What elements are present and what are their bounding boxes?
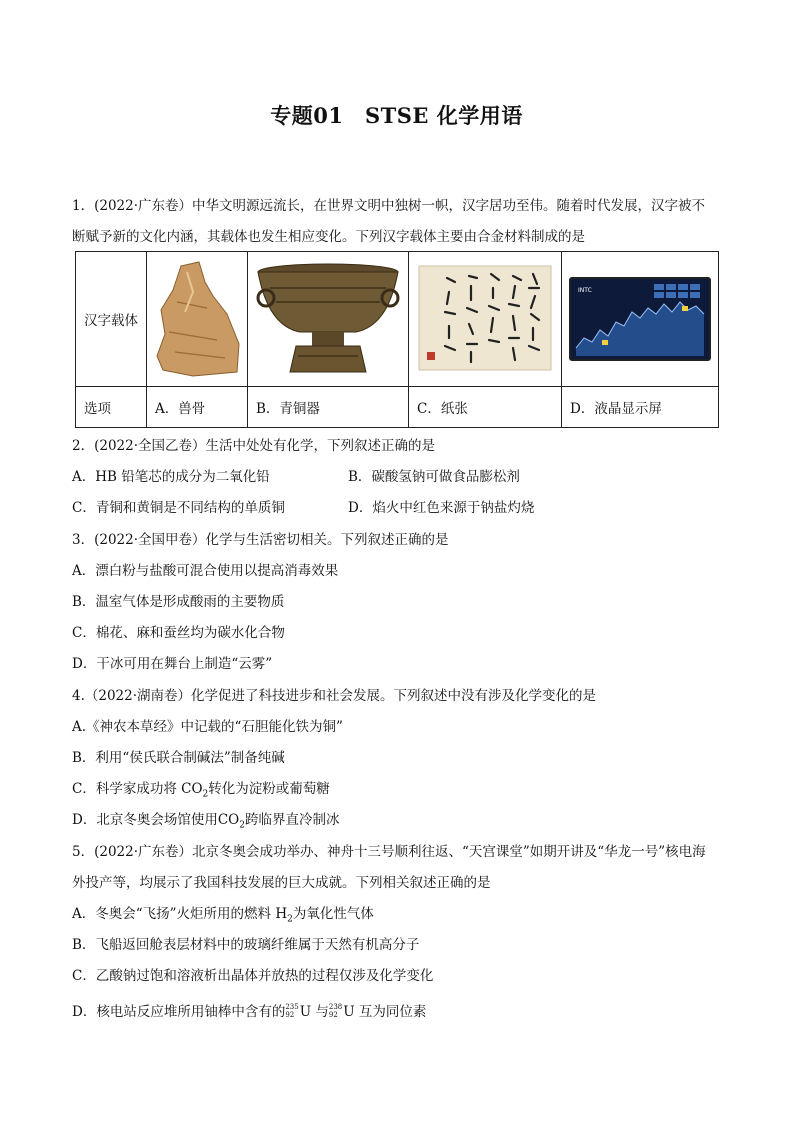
lcd-screen-image [562,252,719,387]
q1-option-b: B．青铜器 [248,387,409,428]
q5-stem-line2: 外投产等，均展示了我国科技发展的巨大成就。下列相关叙述正确的是 [72,875,491,891]
q4-option-d: D．北京冬奥会场馆使用$CO_2$跨临界直冷制冰 [72,812,340,831]
q2-option-d: D．焰火中红色来源于钠盐灼烧 [348,500,535,516]
q4-option-b: B．利用“侯氏联合制碱法”制备纯碱 [72,750,285,766]
q5-option-b: B．飞船返回舱表层材料中的玻璃纤维属于天然有机高分子 [72,937,420,953]
q4-stem: 4.（2022·湖南卷）化学促进了科技进步和社会发展。下列叙述中没有涉及化学变化的是 [72,688,597,704]
q3-stem: 3．(2022·全国甲卷）化学与生活密切相关。下列叙述正确的是 [72,532,449,548]
screen-ticker-label: INTC [578,287,592,294]
q4-option-a: A.《神农本草经》中记载的“石胆能化铁为铜” [72,719,343,735]
q1-stem-line2: 断赋予新的文化内涵，其载体也发生相应变化。下列汉字载体主要由合金材料制成的是 [72,229,585,245]
bronze-vessel-image [248,252,409,387]
q3-option-a: A．漂白粉与盐酸可混合使用以提高消毒效果 [72,563,339,579]
option-row-label: 选项 [76,387,147,428]
uranium-238-notation: 238 92 [328,1002,343,1019]
bone-image [147,252,248,387]
q5-option-d: D．核电站反应堆所用铀棒中含有的 235 92 U 与 238 92 U 互为同位素 [72,1002,427,1020]
q5-stem-line1: 5．(2022·广东卷）北京冬奥会成功举办、神舟十三号顺利往返、“天宫课堂”如期开讲及“华龙一号”核电海 [72,844,706,860]
carrier-row-label: 汉字载体 [76,252,147,387]
q1-option-d: D．液晶显示屏 [562,387,719,428]
q4-option-c: C．科学家成功将 $CO_2$转化为淀粉或葡萄糖 [72,781,330,800]
uranium-235-notation: 235 92 [285,1002,299,1019]
q3-option-c: C．棉花、麻和蚕丝均为碳水化合物 [72,625,285,641]
q5-option-c: C．乙酸钠过饱和溶液析出晶体并放热的过程仅涉及化学变化 [72,968,434,984]
q2-option-a: A．HB 铅笔芯的成分为二氧化铅 [72,469,270,485]
q3-option-b: B．温室气体是形成酸雨的主要物质 [72,594,285,610]
q2-option-b: B．碳酸氢钠可做食品膨松剂 [348,469,520,485]
page-title: 专题01 STSE 化学用语 [270,103,523,128]
q2-option-c: C．青铜和黄铜是不同结构的单质铜 [72,500,285,516]
q2-stem: 2．(2022·全国乙卷）生活中处处有化学，下列叙述正确的是 [72,438,436,454]
paper-calligraphy-image [409,252,562,387]
q1-option-c: C．纸张 [409,387,562,428]
q1-option-a: A．兽骨 [147,387,248,428]
q3-option-d: D．干冰可用在舞台上制造“云雾” [72,656,273,672]
q1-stem-line1: 1．(2022·广东卷）中华文明源远流长，在世界文明中独树一帜，汉字居功至伟。随着时代发展，汉字被不 [72,198,706,214]
q1-carrier-table [75,251,719,428]
q5-option-a: A．冬奥会“飞扬”火炬所用的燃料 $H_2$为氧化性气体 [72,906,374,925]
